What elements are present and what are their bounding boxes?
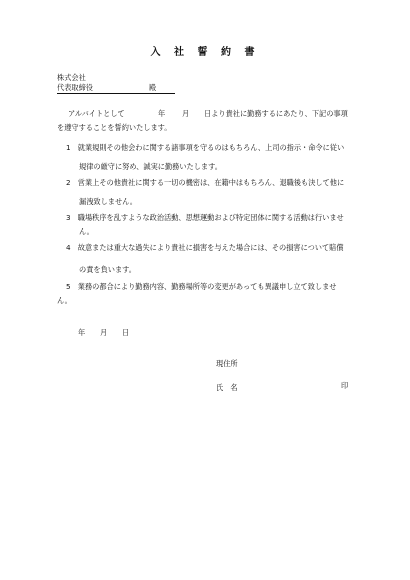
item-5-line-1: 5 業務の都合により勤務内容、勤務場所等の変更があっても異議申し立て致しませ	[66, 282, 337, 291]
item-5-line-2: ん。	[57, 296, 72, 305]
document-title: 入 社 誓 約 書	[150, 47, 260, 58]
item-4-line-2: の責を負います。	[79, 265, 136, 274]
seal-mark: 印	[341, 381, 349, 390]
item-4-line-1: 4 故意または重大な過失により貴社に損害を与えた場合には、その損害について賠償	[66, 243, 344, 252]
date-year-unit: 年	[78, 328, 86, 337]
item-3-line-1: 3 職場秩序を乱すような政治活動、思想運動および特定団体に関する活動は行いませ	[66, 213, 344, 222]
item-1-line-2: 規律の厳守に努め、誠実に勤務いたします。	[79, 162, 222, 171]
item-2-line-2: 漏洩致しません。	[79, 197, 137, 206]
intro-prefix: アルバイトとして	[68, 109, 125, 118]
item-3-line-2: ん。	[79, 227, 94, 236]
honorific: 殿	[149, 83, 157, 92]
intro-month-unit: 月	[182, 109, 190, 118]
name-label: 氏 名	[216, 383, 238, 392]
intro-year-unit: 年	[158, 109, 166, 118]
addressee-title: 代表取締役	[57, 83, 93, 92]
item-2-line-1: 2 営業上その他貴社に関する一切の機密は、在籍中はもちろん、退職後も決して他に	[66, 178, 345, 187]
intro-day-rest: 日より貴社に勤務するにあたり、下記の事項	[204, 109, 348, 118]
addressee-line	[57, 84, 175, 94]
item-1-line-1: 1 就業規則その他会わに関する諸事項を守るのはもちろん、上司の指示・命令に従い	[66, 143, 345, 152]
company-line: 株式会社	[57, 73, 86, 82]
date-month-unit: 月	[100, 328, 108, 337]
address-label: 現住所	[216, 359, 238, 368]
intro-line-2: を遵守することを誓約いたします。	[57, 123, 172, 132]
date-day-unit: 日	[122, 328, 130, 337]
